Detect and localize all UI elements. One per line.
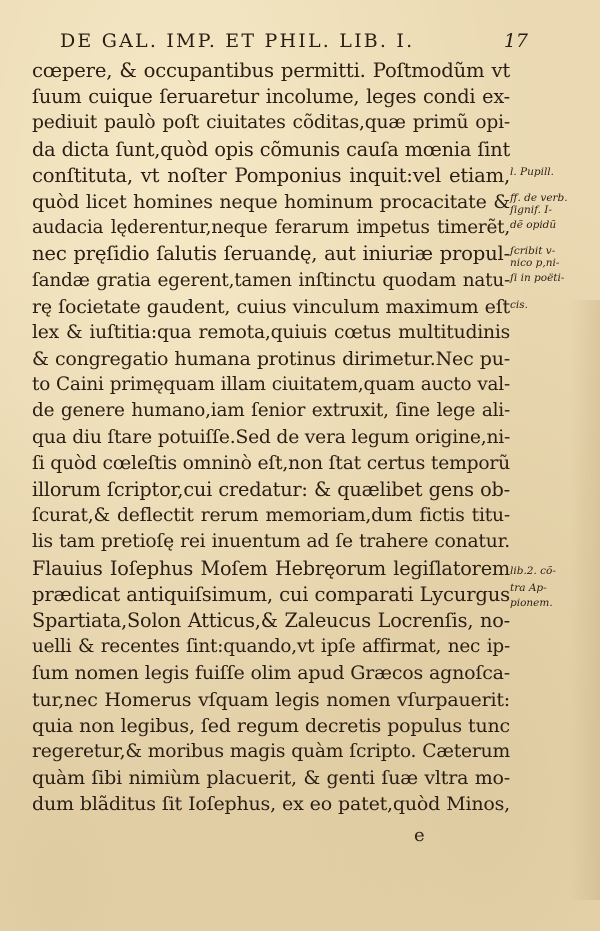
text-line: conſtituta, vt noſter Pomponius inquit:vel etiam, — [32, 163, 510, 187]
page-number: 17 — [503, 30, 528, 52]
text-line: & congregatio humana protinus dirimetur.Nec pu- — [32, 348, 510, 371]
text-line: rę ſocietate gaudent, cuius vinculum maximum eſt — [32, 295, 510, 318]
margin-note: tra Ap- — [510, 582, 547, 594]
text-line: nec pręſidio ſalutis ſeruandę, aut iniuriæ propul- — [32, 242, 510, 266]
text-line: dum blãditus ſit Ioſephus, ex eo patet,quòd Minos, — [32, 793, 510, 816]
text-line: to Caini primęquam illam ciuitatem,quam aucto val- — [32, 374, 510, 396]
margin-note: cis. — [510, 299, 528, 311]
margin-note: ſignif. I- — [510, 204, 552, 216]
text-line: regeretur,& moribus magis quàm ſcripto. Cæterum — [32, 740, 510, 762]
text-line: da dicta ſunt,quòd opis cõmunis cauſa mœnia ſint — [32, 137, 510, 161]
margin-note: ſcribit v- — [510, 245, 556, 257]
text-line: pediuit paulò poſt ciuitates cõditas,quæ primũ opi- — [32, 112, 510, 134]
paper-stain — [570, 300, 600, 900]
margin-note: ff. de verb. — [510, 192, 568, 204]
text-line: ſandæ gratia egerent,tamen inſtinctu quodam natu- — [32, 269, 510, 291]
margin-note: nico p,ni- — [510, 257, 560, 269]
running-head-title: DE GAL. IMP. ET PHIL. LIB. I. — [60, 30, 415, 52]
text-line: Spartiata,Solon Atticus,& Zaleucus Locrenſis, no- — [32, 608, 510, 632]
text-line: quòd licet homines neque hominum procacitate & — [32, 190, 510, 213]
text-line: prædicat antiquiſsimum, cui comparati Lycurgus — [32, 582, 510, 606]
margin-note: lib.2. cõ- — [510, 565, 556, 577]
margin-note: l. Pupill. — [510, 166, 554, 178]
text-line: lis tam pretioſę rei inuentum ad ſe trahere conatur. — [32, 531, 510, 553]
running-head — [0, 30, 600, 54]
text-line: illorum ſcriptor,cui credatur: & quælibet gens ob- — [32, 478, 510, 501]
margin-note: dẽ opidũ — [510, 219, 557, 231]
text-line: ſuum cuique ſeruaretur incolume, leges condi ex- — [32, 85, 510, 109]
text-line: de genere humano,iam ſenior extruxit, ſine lege ali- — [32, 400, 510, 422]
body-text — [32, 58, 510, 817]
text-line: audacia lęderentur,neque ferarum impetus timerẽt, — [32, 217, 510, 239]
margin-note: pionem. — [510, 597, 553, 609]
text-line: ſi quòd cœleſtis omninò eſt,non ſtat certus temporũ — [32, 452, 510, 474]
text-line: quàm ſibi nimiùm placuerit, & genti ſuæ vltra mo- — [32, 767, 510, 790]
text-line: ſcurat,& deflectit rerum memoriam,dum fictis titu- — [32, 505, 510, 527]
margin-note: ſi in poëti- — [510, 272, 565, 284]
text-line: Flauius Ioſephus Moſem Hebręorum legiſlatorem — [32, 556, 510, 580]
text-line: quia non legibus, ſed regum decretis populus tunc — [32, 714, 510, 737]
text-line: uelli & recentes ſint:quando,vt ipſe affirmat, nec ip- — [32, 636, 510, 658]
text-line: tur,nec Homerus vſquam legis nomen vſurpauerit: — [32, 688, 510, 711]
text-line: cœpere, & occupantibus permitti. Poſtmodũm vt — [32, 59, 510, 82]
text-line: qua diu ſtare potuiſſe.Sed de vera legum origine,ni- — [32, 426, 511, 448]
text-line: lex & iuſtitia:qua remota,quiuis cœtus multitudinis — [32, 321, 510, 343]
signature-mark: e — [414, 825, 425, 846]
text-line: ſum nomen legis fuiſſe olim apud Græcos agnoſca- — [32, 662, 510, 685]
